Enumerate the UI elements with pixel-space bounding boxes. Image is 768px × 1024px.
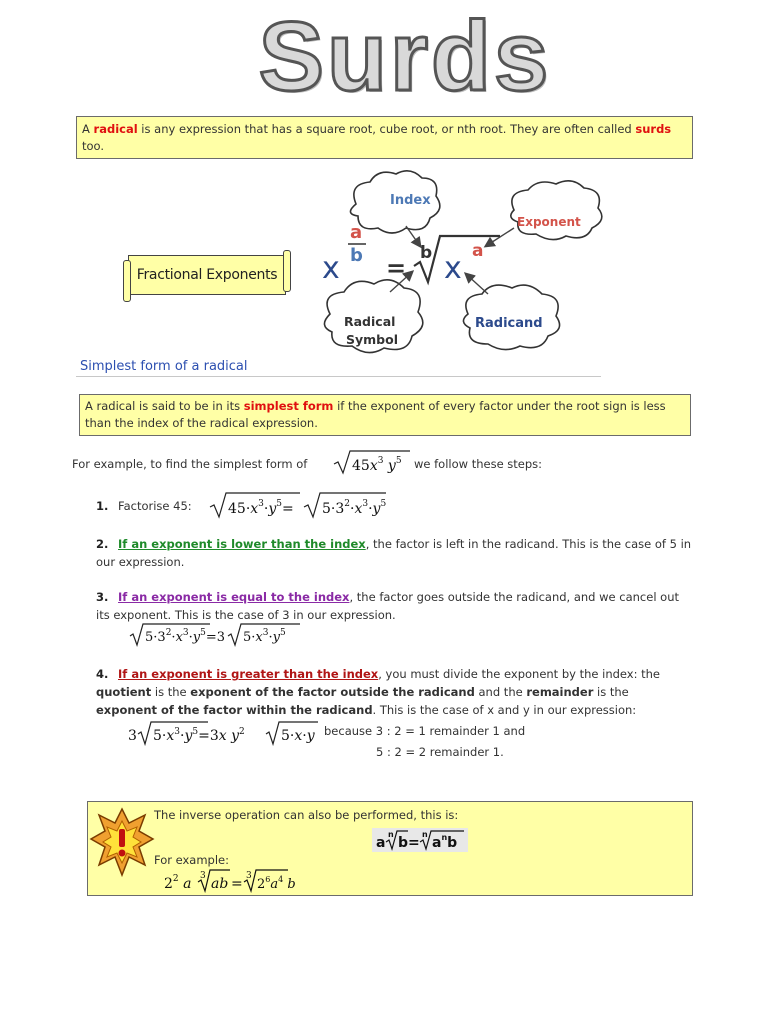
step1-text: Factorise 45: (118, 499, 192, 513)
warning-icon (91, 807, 153, 877)
definition-box (76, 116, 693, 159)
definition-term-radical: radical (93, 122, 138, 136)
simplest-text-2: if the exponent of every factor under the root sign is less than the index of the radical expression. (85, 399, 666, 430)
svg-text:3: 3 (128, 728, 137, 744)
svg-text:45·x3·y5=: $45\cdot x^3\cdot y^5=$ (228, 499, 294, 517)
fractional-exponents-banner (128, 255, 286, 295)
step4-text-4: is the (593, 685, 629, 699)
inverse-text: The inverse operation can also be performed, this is: (154, 808, 459, 822)
svg-text:3: 3 (200, 871, 206, 881)
simplest-form-box (79, 394, 691, 436)
formula-denominator: b (350, 245, 363, 266)
svg-text:22 a: $2^2$ a (164, 874, 192, 892)
simplest-term: simplest form (243, 399, 334, 413)
formula-numerator: a (350, 222, 363, 243)
example-intro-2: we follow these steps: (414, 457, 543, 471)
step1-formula (208, 490, 388, 520)
svg-text:ab: ab (211, 876, 229, 892)
step4-number: 4. (96, 667, 109, 681)
step2-text: , the factor is left in the radicand. This is the case of 5 in our expression. (96, 537, 692, 569)
because-line-1: because 3 : 2 = 1 remainder 1 and (324, 724, 526, 738)
formula-equals: = (386, 254, 407, 282)
because-line-2: 5 : 2 = 2 remainder 1. (376, 745, 504, 759)
example-expression (332, 448, 412, 476)
svg-text:26a4 b: $2^6a^4$ b (257, 875, 296, 892)
step4-quotient: quotient (96, 685, 152, 699)
step4-text-1: , you must divide the exponent by the index: the (378, 667, 661, 681)
step4-highlight: If an exponent is greater than the index (118, 667, 379, 681)
step4-text-5: . This is the case of x and y in our expression: (372, 703, 637, 717)
definition-term-surds: surds (635, 122, 672, 136)
svg-text:45x3 y5: $45x^3$ $y^5$ (352, 456, 402, 474)
formula-base: x (322, 251, 340, 286)
step4-bold-2: exponent of the factor within the radicand (96, 703, 373, 717)
banner-label: Fractional Exponents (136, 267, 278, 283)
formula-radicand-exponent: a (472, 241, 484, 261)
svg-text:n: n (422, 830, 428, 839)
svg-text:anb: $a^nb$ (432, 833, 458, 851)
exponent-label: Exponent (517, 215, 581, 229)
simplest-form-heading: Simplest form of a radical (80, 359, 248, 374)
svg-text:5·x·y: 5·x·y (281, 728, 315, 744)
radicand-label: Radicand (475, 316, 543, 331)
definition-text-2: is any expression that has a square root, cube root, or nth root. They are often called (137, 122, 636, 136)
step4-text-2: is the (151, 685, 191, 699)
radical-symbol-label-2: Symbol (346, 332, 398, 347)
svg-text:n: n (388, 830, 394, 839)
step2-highlight: If an exponent is lower than the index (118, 537, 366, 551)
inverse-formula (372, 826, 468, 854)
radical-symbol-cloud (324, 280, 422, 353)
example-intro-1: For example, to find the simplest form of (72, 457, 308, 471)
svg-text:3: 3 (246, 871, 252, 881)
formula-root-index: b (420, 243, 433, 263)
simplest-text-1: A radical is said to be in its (85, 399, 244, 413)
step4-text-3: and the (474, 685, 527, 699)
step3-highlight: If an exponent is equal to the index (118, 590, 350, 604)
step3-text: , the factor goes outside the radicand, and we cancel out its exponent. This is the case of 3 in our expression. (96, 590, 680, 622)
step4-formula (128, 720, 320, 748)
svg-text:a: a (376, 835, 386, 851)
definition-text-3: too. (82, 139, 105, 153)
svg-text:5·32·x3·y5=3: $5\cdot 3^2\cdot x^3\cdot y^5=3$ (145, 628, 226, 645)
page-title: Surds (258, 1, 552, 111)
svg-text:5·32·x3·y5: $5\cdot 3^2\cdot x^3\cdot y^5$ (322, 499, 387, 517)
exponent-cloud (511, 181, 602, 240)
svg-text:=: = (231, 876, 243, 892)
definition-text-1: A (82, 122, 94, 136)
index-cloud (350, 171, 439, 233)
inverse-example-label: For example: (154, 853, 229, 867)
step4-bold-1: exponent of the factor outside the radicand (190, 685, 475, 699)
svg-text:5·x3·y5: $5\cdot x^3\cdot y^5$ (243, 628, 286, 645)
radical-symbol-label-1: Radical (344, 314, 396, 329)
step2-number: 2. (96, 537, 109, 551)
svg-text:b=: b= (398, 835, 420, 851)
heading-divider (76, 376, 601, 377)
step3-formula (128, 622, 308, 648)
inverse-example-formula (162, 866, 296, 894)
formula-radicand-base: x (444, 251, 462, 286)
svg-text:5·x3·y5=3x y2: $5\cdot x^3\cdot y^5=3x$ $y^2$ (153, 727, 245, 744)
index-label: Index (390, 193, 431, 208)
step3-number: 3. (96, 590, 109, 604)
radicand-cloud (463, 285, 559, 349)
fractional-exponent-diagram (308, 166, 606, 371)
step1-number: 1. (96, 499, 109, 513)
step4-remainder: remainder (526, 685, 594, 699)
